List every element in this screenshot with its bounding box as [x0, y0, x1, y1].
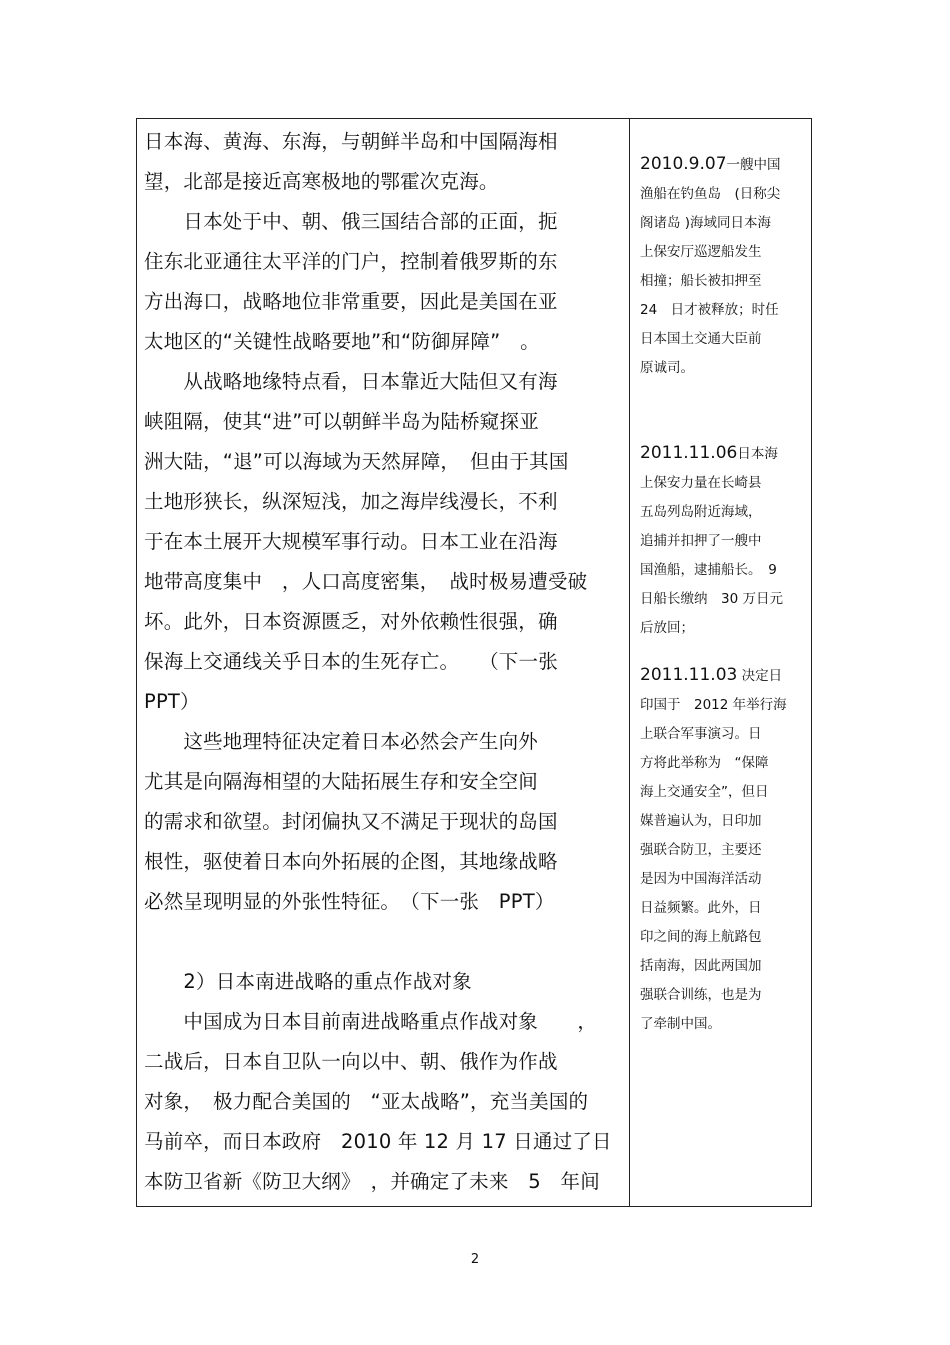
side-note-line: 24 日才被释放；时任 — [640, 302, 779, 318]
page-number: 2 — [470, 1252, 480, 1267]
main-line: 尤其是向隔海相望的大陆拓展生存和安全空间 — [144, 770, 539, 793]
side-note-line: 后放回； — [640, 620, 694, 636]
side-note-line: 上保安厅巡逻船发生 — [640, 244, 762, 260]
main-line: 于在本土展开大规模军事行动。日本工业在沿海 — [144, 530, 558, 553]
main-line: 望，北部是接近高寒极地的鄂霍次克海。 — [144, 170, 499, 193]
main-line: 中国成为日本目前南进战略重点作战对象 ， — [144, 1010, 598, 1033]
side-note-line: 方将此举称为 “保障 — [640, 755, 769, 771]
main-line: 这些地理特征决定着日本必然会产生向外 — [144, 730, 539, 753]
side-note-line: 了牵制中国。 — [640, 1016, 721, 1032]
side-note-line: 括南海，因此两国加 — [640, 958, 762, 974]
side-note-line: 国渔船，逮捕船长。 9 — [640, 562, 777, 578]
main-line: 马前卒，而日本政府 2010 年 12 月 17 日通过了日 — [144, 1130, 612, 1153]
side-note-line: 五岛列岛附近海域， — [640, 504, 762, 520]
side-note-line: 上联合军事演习。日 — [640, 726, 762, 742]
main-line: PPT） — [144, 690, 200, 713]
side-note-first-line — [640, 439, 802, 469]
main-line: 本防卫省新《防卫大纲》 ，并确定了未来 5 年间 — [144, 1170, 600, 1193]
side-note-line: 上保安力量在长崎县 — [640, 475, 762, 491]
main-line-blank — [144, 922, 612, 962]
side-note — [640, 661, 802, 1039]
side-note-line: 媒普遍认为，日印加 — [640, 813, 762, 829]
main-line: 太地区的“关键性战略要地”和“防御屏障” 。 — [144, 330, 540, 353]
main-line: 坏。此外，日本资源匮乏，对外依赖性很强，确 — [144, 610, 558, 633]
main-line: 二战后，日本自卫队一向以中、朝、俄作为作战 — [144, 1050, 558, 1073]
side-note-text: 决定日 — [737, 668, 783, 684]
section-heading: 2）日本南进战略的重点作战对象 — [144, 970, 472, 993]
main-line: 的需求和欲望。封闭偏执又不满足于现状的岛国 — [144, 810, 558, 833]
side-note-line: 相撞；船长被扣押至 — [640, 273, 762, 289]
side-note-line: 强联合训练，也是为 — [640, 987, 762, 1003]
side-note-line: 日本国土交通大臣前 — [640, 331, 762, 347]
side-note — [640, 150, 802, 383]
side-note-first-line — [640, 150, 802, 180]
main-line: 土地形狭长，纵深短浅，加之海岸线漫长，不利 — [144, 490, 558, 513]
side-note-date: 2011.11.03 — [640, 665, 738, 685]
side-note — [640, 439, 802, 643]
side-note-text: 一艘中国 — [726, 157, 781, 173]
side-note-line: 渔船在钓鱼岛 (日称尖 — [640, 186, 781, 202]
side-notes-column — [640, 150, 802, 1039]
side-note-date: 2010.9.07 — [640, 154, 727, 174]
main-line: 保海上交通线关乎日本的生死存亡。 （下一张 — [144, 650, 558, 673]
main-text-column — [144, 122, 612, 1202]
side-note-line: 原诚司。 — [640, 360, 694, 376]
main-line: 地带高度集中 ，人口高度密集， 战时极易遭受破 — [144, 570, 588, 593]
side-note-line: 追捕并扣押了一艘中 — [640, 533, 762, 549]
main-line: 日本处于中、朝、俄三国结合部的正面，扼 — [144, 210, 558, 233]
side-note-line: 是因为中国海洋活动 — [640, 871, 762, 887]
main-line: 从战略地缘特点看，日本靠近大陆但又有海 — [144, 370, 558, 393]
main-line: 方出海口，战略地位非常重要，因此是美国在亚 — [144, 290, 558, 313]
main-line: 对象， 极力配合美国的 “亚太战略”，充当美国的 — [144, 1090, 589, 1113]
main-line: 峡阻隔，使其“进”可以朝鲜半岛为陆桥窥探亚 — [144, 410, 539, 433]
side-note-line: 海上交通安全”，但日 — [640, 784, 769, 800]
side-note-date: 2011.11.06 — [640, 443, 738, 463]
main-line: 根性，驱使着日本向外拓展的企图，其地缘战略 — [144, 850, 558, 873]
side-note-first-line — [640, 661, 802, 691]
main-line: 日本海、黄海、东海，与朝鲜半岛和中国隔海相 — [144, 130, 558, 153]
main-line: 洲大陆，“退”可以海域为天然屏障， 但由于其国 — [144, 450, 569, 473]
main-line: 住东北亚通往太平洋的门户，控制着俄罗斯的东 — [144, 250, 558, 273]
main-line: 必然呈现明显的外张性特征。 （下一张 PPT） — [144, 890, 555, 913]
side-note-line: 强联合防卫，主要还 — [640, 842, 762, 858]
side-note-line: 印之间的海上航路包 — [640, 929, 762, 945]
side-note-line: 日船长缴纳 30 万日元 — [640, 591, 783, 607]
side-note-line: 日益频繁。此外，日 — [640, 900, 762, 916]
side-note-line: 阁诸岛 )海域同日本海 — [640, 215, 772, 231]
column-divider — [629, 118, 630, 1207]
side-note-text: 日本海 — [737, 446, 778, 462]
side-note-line: 印国于 2012 年举行海 — [640, 697, 787, 713]
